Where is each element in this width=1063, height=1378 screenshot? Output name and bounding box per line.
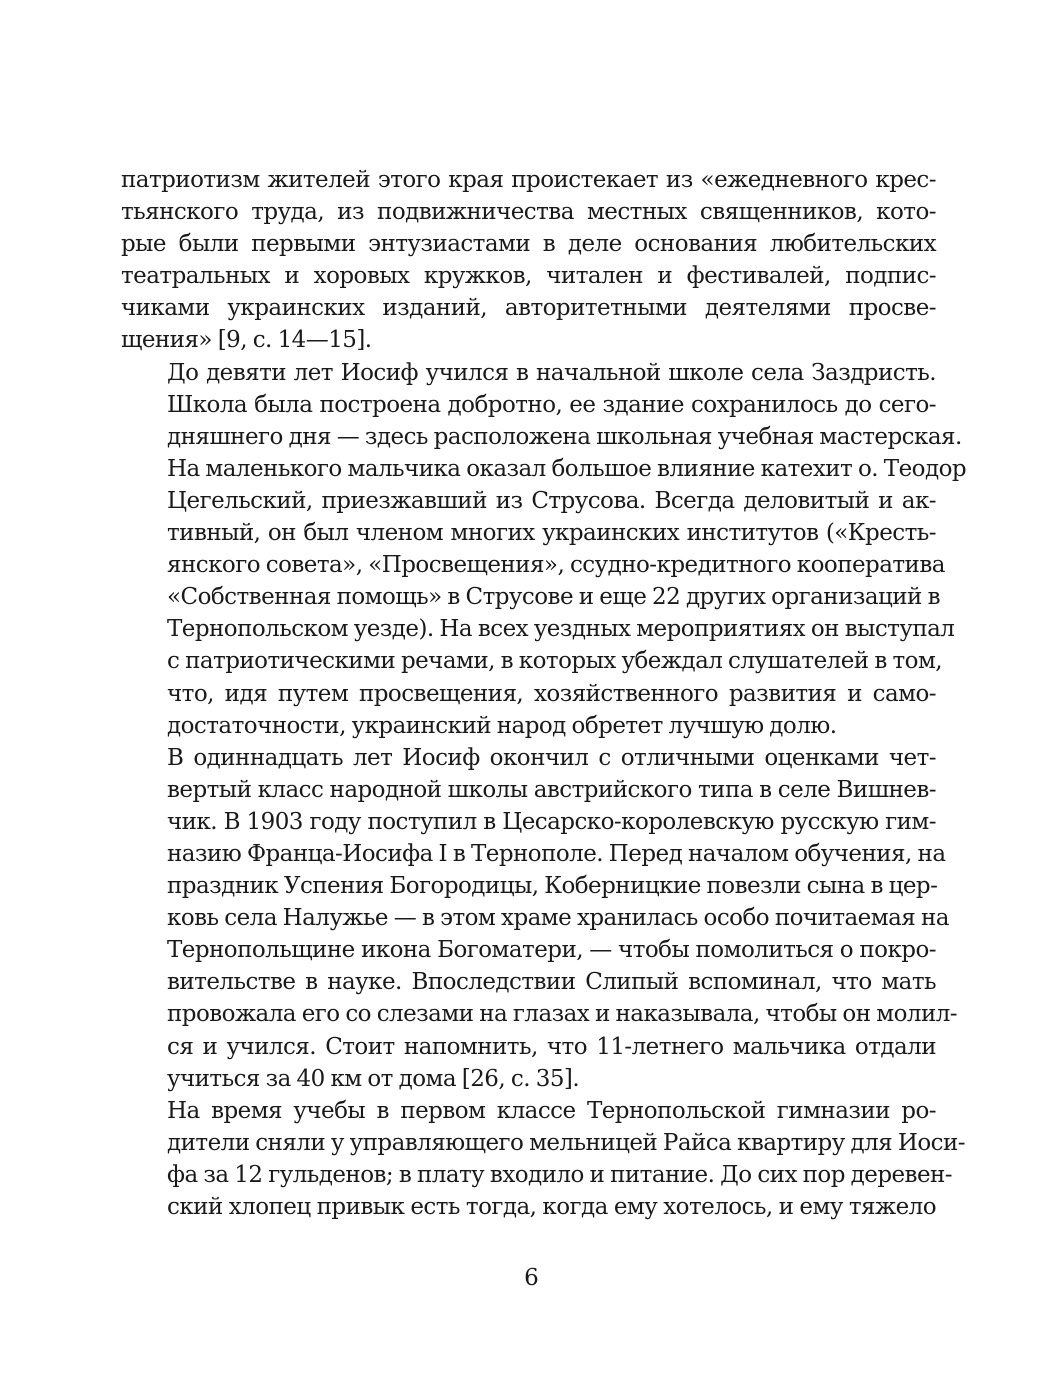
text-line: что, идя путем просвещения, хозяйственного развития и само-	[167, 680, 936, 707]
text-line: учиться за 40 км от дома [26, с. 35].	[167, 1065, 580, 1092]
text-line: «Собственная помощь» в Струсове и еще 22 других организаций в	[167, 584, 940, 611]
text-line: достаточности, украинский народ обретет лучшую долю.	[167, 712, 837, 739]
body-text	[121, 164, 967, 1223]
text-line: Цегельский, приезжавший из Струсова. Всегда деловитый и ак-	[167, 487, 936, 514]
text-line: Тернопольщине икона Богоматери, — чтобы помолиться о покро-	[167, 937, 936, 964]
text-line: рые были первыми энтузиастами в деле основания любительских	[121, 231, 936, 258]
text-line: провожала его со слезами на глазах и наказывала, чтобы он молил-	[167, 1001, 958, 1028]
text-line: дители сняли у управляющего мельницей Райса квартиру для Иоси-	[167, 1129, 966, 1156]
text-line: с патриотическими речами, в которых убеждал слушателей в том,	[167, 648, 943, 675]
text-line: щения» [9, с. 14—15].	[121, 327, 372, 354]
text-line: дняшнего дня — здесь расположена школьная учебная мастерская.	[167, 423, 962, 450]
text-line: На маленького мальчика оказал большое влияние катехит о. Теодор	[167, 455, 967, 482]
text-line: чиками украинских изданий, авторитетными деятелями просве-	[121, 295, 936, 322]
text-line: театральных и хоровых кружков, читален и фестивалей, подпис-	[121, 263, 936, 290]
text-line: Школа была построена добротно, ее здание сохранилось до сего-	[167, 391, 936, 418]
text-line: ся и учился. Стоит напомнить, что 11-летнего мальчика отдали	[167, 1033, 936, 1060]
text-line: ский хлопец привык есть тогда, когда ему хотелось, и ему тяжело	[167, 1194, 936, 1220]
paragraph-2	[121, 357, 967, 742]
text-line: ковь села Налужье — в этом храме хранилась особо почитаемая на	[167, 905, 949, 932]
text-line: До девяти лет Иосиф учился в начальной школе села Заздристь.	[167, 359, 936, 386]
text-line: вертый класс народной школы австрийского типа в селе Вишнев-	[167, 776, 936, 803]
paragraph-3	[121, 742, 958, 1095]
text-line: патриотизм жителей этого края проистекает из «ежедневного крес-	[121, 167, 936, 193]
text-line: Тернопольском уезде). На всех уездных мероприятиях он выступал	[167, 616, 955, 643]
text-line: янского совета», «Просвещения», ссудно-кредитного кооператива	[167, 552, 945, 579]
text-line: вительстве в науке. Впоследствии Слипый вспоминал, что мать	[167, 969, 936, 996]
text-line: назию Франца-Иосифа I в Тернополе. Перед началом обучения, на	[167, 840, 946, 867]
text-line: тивный, он был членом многих украинских институтов («Кресть-	[167, 520, 936, 547]
text-line: тьянского труда, из подвижничества местных священников, кото-	[121, 199, 936, 226]
text-line: В одиннадцать лет Иосиф окончил с отличными оценками чет-	[167, 744, 936, 771]
page-number: 6	[524, 1265, 539, 1291]
text-line: На время учебы в первом классе Тернопольской гимназии ро-	[167, 1097, 936, 1124]
paragraph-1	[121, 164, 936, 357]
text-line: фа за 12 гульденов; в плату входило и питание. До сих пор деревен-	[167, 1161, 953, 1188]
text-line: праздник Успения Богородицы, Коберницкие повезли сына в цер-	[167, 873, 938, 900]
paragraph-4	[121, 1095, 966, 1223]
text-line: чик. В 1903 году поступил в Цесарско-королевскую русскую гим-	[167, 808, 936, 835]
